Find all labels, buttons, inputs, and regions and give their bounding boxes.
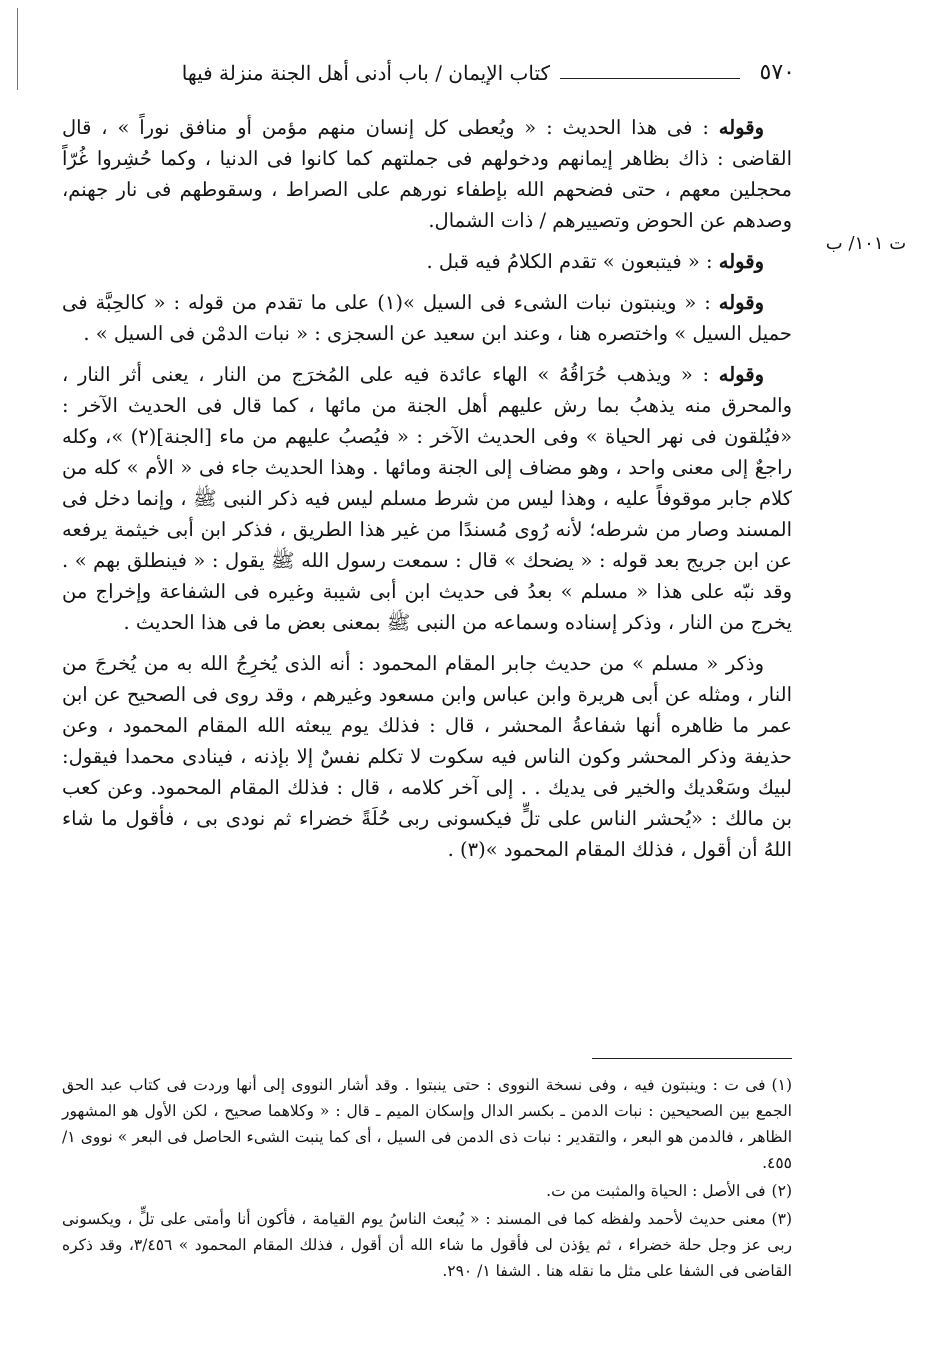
paragraph <box>62 287 792 349</box>
footnote <box>62 1072 792 1176</box>
paragraph-text: : « وينبتون نبات الشىء فى السيل »(١) على ما تقدم من قوله : « كالحِبَّة فى حميل السيل » واختصره هنا ، وعند ابن سعيد عن السجزى : « نبات الدمْن فى السيل » . <box>62 291 792 345</box>
footnotes <box>62 1072 792 1286</box>
footnote-text: فى ت : وينبتون فيه ، وفى نسخة النووى : حتى ينبتوا . وقد أشار النووى إلى أنها وردت فى كتاب عبد الحق الجمع بين الصحيحين : نبات الدمن ـ بكسر الدال وإسكان الميم ـ قال : « وكلاهما صحيح ، لكن الأول هو المشهور الظاهر ، فالدمن هو البعر ، والتقدير : نبات ذى الدمن فى السيل ، أى كما ينبت الشىء الحاصل فى البعر » نووى ١/ ٤٥٥. <box>62 1076 792 1172</box>
footnote-text: فى الأصل : الحياة والمثبت من ت. <box>546 1182 766 1200</box>
footnote-number: (١) <box>771 1076 792 1094</box>
page-edge-line <box>17 8 18 90</box>
paragraph-lead: وقوله <box>718 291 764 314</box>
paragraph <box>62 246 792 277</box>
page-header <box>60 58 795 90</box>
paragraph <box>62 112 792 236</box>
paragraph-lead: وقوله <box>718 363 764 386</box>
footnote-text: معنى حديث لأحمد ولفظه كما فى المسند : « يُبعث الناسُ يوم القيامة ، فأكون أنا وأمتى على تلٍّ ، ويكسونى ربى عز وجل حلة خضراء ، ثم يؤذن لى فأقول ما شاء الله أن أقول ، فذلك المقام المحمود » ٣/٤٥٦، وقد ذكره القاضى فى الشفا على مثل ما نقله هنا . الشفا ١/ ٢٩٠. <box>62 1210 793 1280</box>
header-rule <box>560 78 740 79</box>
footnote-number: (٣) <box>771 1210 792 1228</box>
paragraph-lead: وقوله <box>718 116 764 139</box>
paragraph-lead: وقوله <box>718 250 764 273</box>
footnote <box>62 1178 792 1204</box>
paragraph-text: : فى هذا الحديث : « ويُعطى كل إنسان منهم مؤمن أو منافق نوراً » ، قال القاضى : ذاك بظاهر إيمانهم ودخولهم فى جملتهم كما كانوا فى الدنيا ، وكما حُشِروا غُرّاً محجلين معهم ، حتى فضحهم الله بإطفاء نورهم على الصراط ، وسقوطهم فى نار جهنم، وصدهم عن الحوض وتصييرهم / ذات الشمال. <box>62 116 792 232</box>
footnote <box>62 1206 792 1284</box>
paragraph-text: : « فيتبعون » تقدم الكلامُ فيه قبل . <box>426 250 719 273</box>
running-title: كتاب الإيمان / باب أدنى أهل الجنة منزلة فيها <box>181 61 550 85</box>
footnote-number: (٢) <box>771 1182 792 1200</box>
main-text <box>62 112 792 875</box>
paragraph <box>62 648 792 865</box>
paragraph-text: : « ويذهب حُرَاقُهُ » الهاء عائدة فيه على المُخرَج من النار ، يعنى أثر النار ، والمحرق منه يذهبُ بما رش عليهم أهل الجنة من مائها ، كما قال فى الحديث الآخر : «فيُلقون فى نهر الحياة » وفى الحديث الآخر : « فيُصبُ عليهم من ماء [الجنة](٢) »، وكله راجعٌ إلى معنى واحد ، وهو مضاف إلى الجنة ومائها . وهذا الحديث جاء فى « الأم » كله من كلام جابر موقوفاً عليه ، وهذا ليس من شرط مسلم ليس فيه ذكر النبى ﷺ ، وإنما دخل فى المسند وصار من شرطه؛ لأنه رُوى مُسندًا من غير هذا الطريق ، فذكر ابن أبى خيثمة يرفعه عن ابن جريج بعد قوله : « يضحك » قال : سمعت رسول الله ﷺ يقول : « فينطلق بهم » . وقد نبّه على هذا « مسلم » بعدُ فى حديث ابن أبى شيبة وغيره فى الشفاعة وإخراج من يخرج من النار ، وذكر إسناده وسماعه من النبى ﷺ بمعنى بعض ما فى هذا الحديث . <box>62 363 792 634</box>
paragraph <box>62 359 792 638</box>
margin-note: ت ١٠١/ ب <box>825 233 907 254</box>
paragraph-text: وذكر « مسلم » من حديث جابر المقام المحمود : أنه الذى يُخرِجُ الله به من يُخرجَ من النار ، ومثله عن أبى هريرة وابن عباس وابن مسعود وغيرهم ، وقد روى فى الصحيح عن ابن عمر ما ظاهره أنها شفاعةُ المحشر ، قال : فذلك يوم يبعثه الله المقام المحمود ، وعن حذيفة وذكر المحشر وكون الناس فيه سكوت لا تكلم نفسٌ إلا بإذنه ، فينادى محمدا فيقول: لبيك وسَعْديك والخير فى يديك . . إلى آخر كلامه ، قال : فذلك المقام المحمود. وعن كعب بن مالك : «يُحشر الناس على تلٍّ فيكسونى ربى حُلَةً خضراء ثم نودى بى ، فأقول ما شاء اللهُ أن أقول ، فذلك المقام المحمود »(٣) . <box>62 652 792 861</box>
page-number: ٥٧٠ <box>759 60 795 85</box>
footnote-rule <box>592 1058 792 1059</box>
